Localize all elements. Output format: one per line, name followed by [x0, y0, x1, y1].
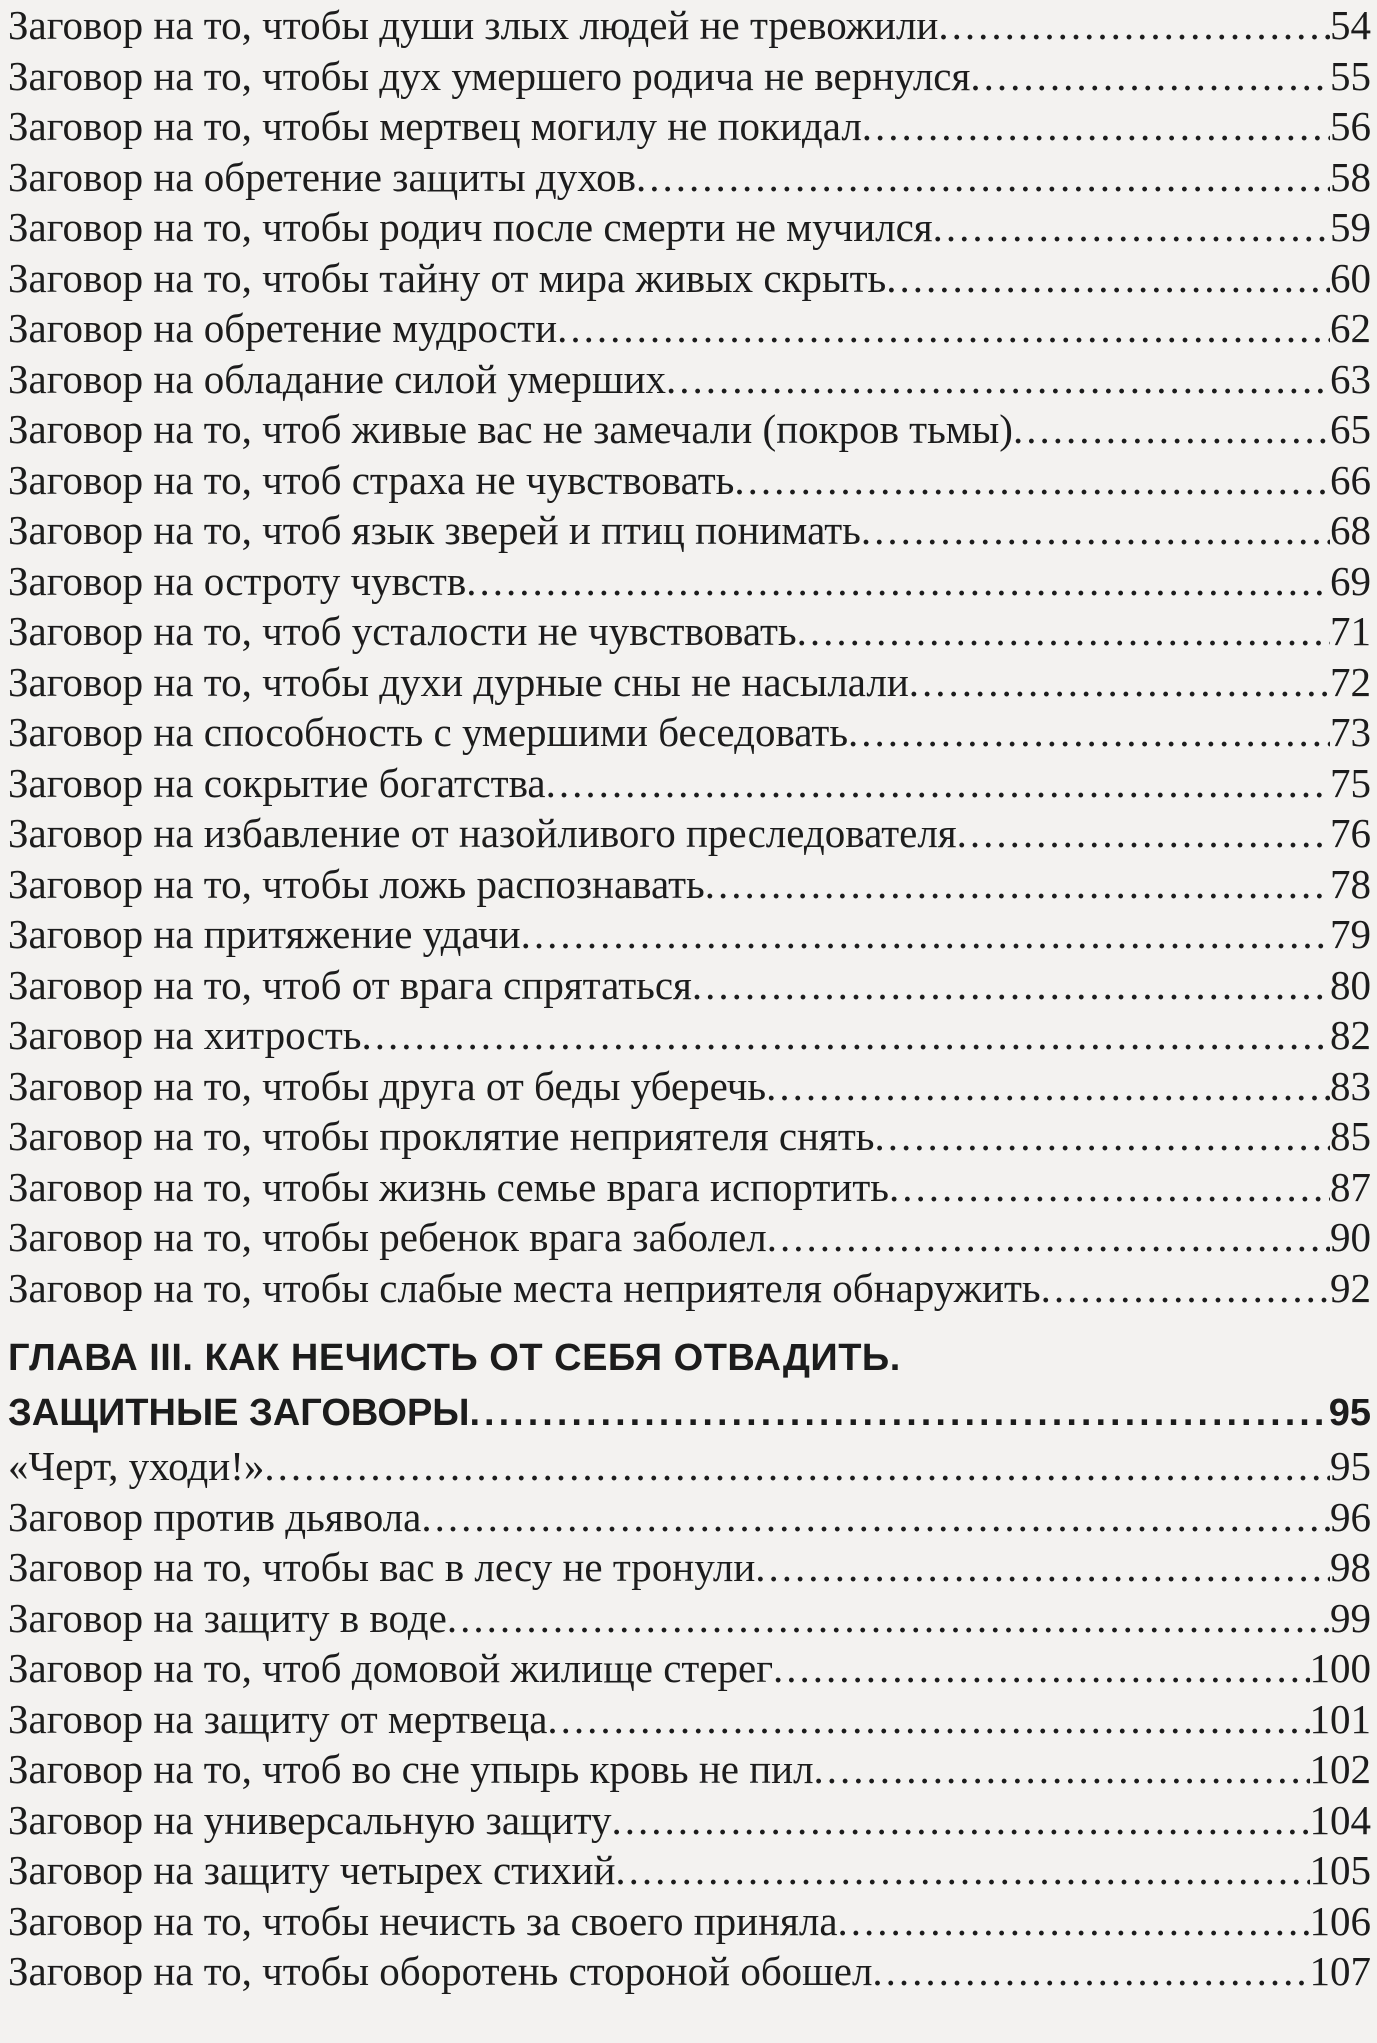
dot-leader — [909, 657, 1330, 708]
toc-entry-page-number: 87 — [1330, 1163, 1371, 1210]
toc-entry-page-number: 58 — [1330, 153, 1371, 200]
toc-entry-title: Заговор на то, чтобы родич после смерти не мучился — [8, 204, 933, 250]
toc-entry-page-number: 66 — [1330, 456, 1371, 503]
dot-leader — [1041, 1263, 1330, 1314]
dot-leader — [264, 1441, 1330, 1492]
toc-entry — [8, 1111, 1371, 1162]
toc-entry-page-number: 98 — [1330, 1544, 1371, 1590]
toc-entry-title: Заговор на то, чтобы мертвец могилу не покидал — [8, 103, 862, 149]
chapter-title-line2: ЗАЩИТНЫЕ ЗАГОВОРЫ — [8, 1392, 470, 1434]
toc-entry-title: Заговор на обладание силой умерших — [8, 355, 667, 402]
toc-entry-page-number: 79 — [1330, 911, 1371, 957]
dot-leader — [615, 1845, 1309, 1896]
toc-entry-title: Заговор на способность с умершими беседовать — [8, 709, 849, 755]
toc-entry-title: Заговор на то, чтоб усталости не чувствовать — [8, 608, 797, 654]
toc-entry — [8, 1593, 1371, 1644]
toc-entry-page-number: 99 — [1330, 1594, 1371, 1641]
chapter-title-row — [8, 1385, 1371, 1441]
toc-entry-title: Заговор на обретение мудрости — [8, 305, 558, 351]
toc-entry-title: Заговор на то, чтобы жизнь семье врага испортить — [8, 1163, 889, 1210]
dot-leader — [734, 455, 1330, 506]
toc-entry-title: Заговор на то, чтобы духи дурные сны не насылали — [8, 658, 909, 705]
dot-leader — [848, 707, 1330, 758]
toc-entry-title: Заговор на обретение защиты духов — [8, 153, 637, 200]
toc-entry-page-number: 80 — [1330, 961, 1371, 1008]
toc-entry-title: Заговор на защиту четырех стихий — [8, 1847, 616, 1893]
toc-entry-page-number: 85 — [1330, 1113, 1371, 1159]
toc-entry-title: Заговор на остроту чувств — [8, 557, 467, 604]
toc-entry — [8, 657, 1371, 708]
dot-leader — [797, 606, 1330, 657]
toc-entry — [8, 808, 1371, 859]
toc-entry — [8, 354, 1371, 405]
toc-entry-page-number: 56 — [1330, 103, 1371, 149]
toc-entry-page-number: 69 — [1330, 557, 1371, 604]
dot-leader — [933, 202, 1330, 253]
dot-leader — [938, 0, 1330, 51]
toc-entry-page-number: 55 — [1330, 52, 1371, 99]
dot-leader — [957, 808, 1330, 859]
toc-entry-title: Заговор на то, чтоб от врага спрятаться — [8, 961, 692, 1008]
toc-entry-page-number: 63 — [1330, 355, 1371, 402]
dot-leader — [447, 1593, 1330, 1644]
toc-entry — [8, 404, 1371, 455]
toc-entry — [8, 1212, 1371, 1263]
chapter-page-number: 95 — [1328, 1392, 1371, 1434]
dot-leader — [666, 354, 1330, 405]
toc-entry-page-number: 102 — [1309, 1746, 1371, 1792]
toc-entry-page-number: 105 — [1309, 1847, 1371, 1893]
dot-leader — [557, 303, 1330, 354]
toc-entry-page-number: 76 — [1330, 810, 1371, 856]
dot-leader — [814, 1744, 1310, 1795]
toc-entry-title: Заговор на то, чтобы оборотень стороной обошел — [8, 1948, 873, 1994]
toc-entry — [8, 0, 1371, 51]
toc-entry — [8, 960, 1371, 1011]
toc-entry-page-number: 83 — [1330, 1062, 1371, 1109]
toc-entry — [8, 909, 1371, 960]
toc-entry-title: Заговор на то, чтобы тайну от мира живых скрыть — [8, 254, 887, 301]
dot-leader — [872, 1946, 1309, 1997]
toc-entry — [8, 1896, 1371, 1947]
toc-entry-page-number: 60 — [1330, 254, 1371, 301]
toc-entry-page-number: 107 — [1309, 1948, 1371, 1994]
dot-leader — [547, 1694, 1309, 1745]
toc-entry-page-number: 73 — [1330, 709, 1371, 755]
toc-entry-title: Заговор на то, чтобы ложь распознавать — [8, 860, 705, 907]
toc-entry-page-number: 100 — [1309, 1645, 1371, 1691]
chapter-heading — [8, 1331, 1371, 1441]
dot-leader — [755, 1542, 1330, 1593]
toc-entry — [8, 1795, 1371, 1846]
toc-entry-title: Заговор на то, чтобы души злых людей не тревожили — [8, 2, 939, 48]
dot-leader — [361, 1010, 1330, 1061]
toc-entry — [8, 1492, 1371, 1543]
toc-entry — [8, 303, 1371, 354]
toc-entry-page-number: 71 — [1330, 608, 1371, 654]
toc-entry — [8, 859, 1371, 910]
toc-entry-title: «Черт, уходи!» — [8, 1443, 265, 1489]
dot-leader — [886, 253, 1330, 304]
toc-entry — [8, 101, 1371, 152]
toc-entry-page-number: 78 — [1330, 860, 1371, 907]
dot-leader — [421, 1492, 1330, 1543]
toc-entry-page-number: 82 — [1330, 1012, 1371, 1058]
toc-entry — [8, 152, 1371, 203]
toc-entry-title: Заговор на то, чтоб живые вас не замечали (покров тьмы) — [8, 406, 1013, 452]
dot-leader — [861, 505, 1330, 556]
toc-entry-page-number: 72 — [1330, 658, 1371, 705]
dot-leader — [889, 1162, 1330, 1213]
toc-entry-title: Заговор на то, чтоб во сне упырь кровь не пил — [8, 1746, 814, 1792]
toc-entry-title: Заговор на то, чтобы слабые места неприятеля обнаружить — [8, 1264, 1041, 1311]
toc-entry-page-number: 68 — [1330, 507, 1371, 553]
toc-entry — [8, 202, 1371, 253]
dot-leader — [636, 152, 1330, 203]
toc-entry — [8, 1441, 1371, 1492]
toc-entry-title: Заговор на защиту в воде — [8, 1594, 447, 1641]
toc-entry — [8, 1643, 1371, 1694]
toc-entry-page-number: 90 — [1330, 1214, 1371, 1260]
toc-entry — [8, 1744, 1371, 1795]
toc-entry-page-number: 95 — [1330, 1443, 1371, 1489]
toc-entry-title: Заговор на то, чтобы друга от беды уберечь — [8, 1062, 767, 1109]
toc-entry-page-number: 62 — [1330, 305, 1371, 351]
toc-list-top — [8, 0, 1371, 1313]
toc-entry-page-number: 106 — [1309, 1897, 1371, 1944]
dot-leader — [766, 1061, 1330, 1112]
toc-entry-title: Заговор на защиту от мертвеца — [8, 1695, 548, 1742]
toc-entry — [8, 1263, 1371, 1314]
toc-entry — [8, 1010, 1371, 1061]
dot-leader — [546, 758, 1330, 809]
toc-entry-page-number: 54 — [1330, 2, 1371, 48]
toc-entry — [8, 505, 1371, 556]
dot-leader — [466, 556, 1330, 607]
dot-leader — [838, 1896, 1310, 1947]
toc-entry — [8, 707, 1371, 758]
toc-entry — [8, 1542, 1371, 1593]
toc-entry-page-number: 65 — [1330, 406, 1371, 452]
toc-entry-page-number: 96 — [1330, 1493, 1371, 1540]
dot-leader — [1013, 404, 1330, 455]
dot-leader — [773, 1643, 1309, 1694]
toc-entry — [8, 1694, 1371, 1745]
toc-entry-title: Заговор на притяжение удачи — [8, 911, 521, 957]
toc-entry-title: Заговор на сокрытие богатства — [8, 759, 546, 806]
toc-entry-title: Заговор на то, чтобы дух умершего родича не вернулся — [8, 52, 971, 99]
toc-entry-page-number: 104 — [1309, 1796, 1371, 1843]
toc-entry-page-number: 59 — [1330, 204, 1371, 250]
toc-list-bottom — [8, 1441, 1371, 1997]
toc-entry-title: Заговор на то, чтобы нечисть за своего приняла — [8, 1897, 838, 1944]
toc-entry-title: Заговор на избавление от назойливого преследователя — [8, 810, 957, 856]
toc-entry — [8, 606, 1371, 657]
dot-leader — [970, 51, 1330, 102]
dot-leader — [470, 1385, 1329, 1441]
chapter-title-line1: ГЛАВА III. КАК НЕЧИСТЬ ОТ СЕБЯ ОТВАДИТЬ. — [8, 1337, 901, 1379]
dot-leader — [611, 1795, 1309, 1846]
toc-entry — [8, 1162, 1371, 1213]
toc-entry-title: Заговор против дьявола — [8, 1493, 422, 1540]
dot-leader — [521, 909, 1330, 960]
toc-entry-page-number: 92 — [1330, 1264, 1371, 1311]
toc-entry — [8, 455, 1371, 506]
dot-leader — [767, 1212, 1330, 1263]
toc-entry — [8, 1845, 1371, 1896]
toc-entry-title: Заговор на то, чтоб домовой жилище стерег — [8, 1645, 774, 1691]
toc-entry-title: Заговор на то, чтоб язык зверей и птиц понимать — [8, 507, 861, 553]
toc-entry-page-number: 101 — [1309, 1695, 1371, 1742]
dot-leader — [705, 859, 1330, 910]
toc-entry — [8, 253, 1371, 304]
toc-entry-title: Заговор на хитрость — [8, 1012, 362, 1058]
dot-leader — [862, 101, 1330, 152]
toc-entry-title: Заговор на то, чтоб страха не чувствовать — [8, 456, 735, 503]
toc-entry — [8, 1946, 1371, 1997]
toc-entry-title: Заговор на то, чтобы ребенок врага заболел — [8, 1214, 767, 1260]
toc-entry-title: Заговор на то, чтобы вас в лесу не тронули — [8, 1544, 756, 1590]
toc-entry — [8, 1061, 1371, 1112]
dot-leader — [874, 1111, 1330, 1162]
toc-entry-page-number: 75 — [1330, 759, 1371, 806]
toc-entry-title: Заговор на то, чтобы проклятие неприятеля снять — [8, 1113, 875, 1159]
dot-leader — [692, 960, 1330, 1011]
toc-entry-title: Заговор на универсальную защиту — [8, 1796, 612, 1843]
toc-entry — [8, 51, 1371, 102]
toc-entry — [8, 556, 1371, 607]
toc-entry — [8, 758, 1371, 809]
